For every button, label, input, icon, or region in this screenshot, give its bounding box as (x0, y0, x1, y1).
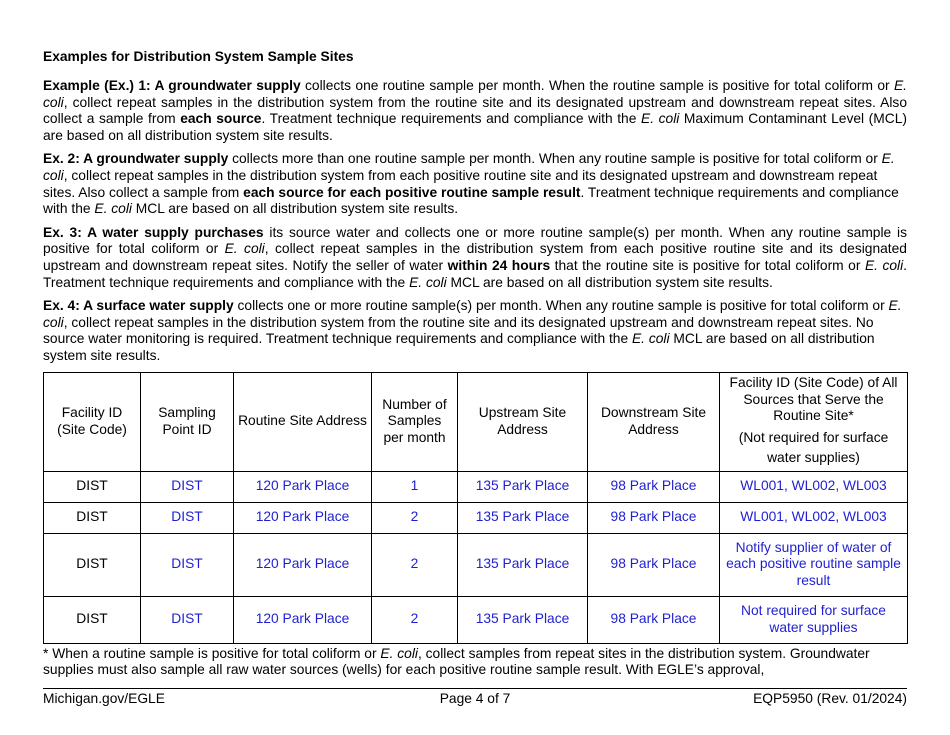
cell-upstream-address: 135 Park Place (458, 471, 588, 502)
footnote-text: * When a routine sample is positive for total coliform or (43, 645, 381, 661)
cell-downstream-address: 98 Park Place (588, 596, 720, 643)
cell-number-samples: 2 (372, 596, 458, 643)
cell-sampling-point: DIST (141, 502, 234, 533)
ecoli-term: E. coli (43, 298, 902, 330)
cell-sampling-point: DIST (141, 471, 234, 502)
col-header-source-facility (720, 372, 908, 471)
example-1-text: , collect repeat samples in the distribution system from the routine site and its designated upstream and downstream repeat sites. Also collect a sample from (43, 94, 907, 127)
col-header-sampling-point: Sampling Point ID (141, 372, 234, 471)
cell-number-samples: 1 (372, 471, 458, 502)
example-3-text: MCL are based on all distribution system site results. (446, 274, 773, 290)
example-1-text: Maximum Contaminant Level (MCL) are based on all distribution system site results. (43, 111, 907, 143)
footer-page-number: Page 4 of 7 (439, 691, 511, 706)
col-header-number-samples: Number of Samples per month (372, 372, 458, 471)
footer-website-link[interactable]: Michigan.gov/EGLE (43, 691, 165, 706)
cell-routine-address: 120 Park Place (234, 533, 372, 596)
example-3-emphasis: within 24 hours (447, 257, 551, 273)
cell-routine-address: 120 Park Place (234, 596, 372, 643)
footer-form-number: EQP5950 (Rev. 01/2024) (753, 691, 907, 706)
example-1 (43, 78, 907, 144)
example-3-text: , collect repeat samples in the distribution system from each positive routine site and its designated upstream and downstream repeat sites. Notify the seller of water (43, 241, 907, 273)
ecoli-term: E. coli (94, 201, 132, 217)
cell-source-facility: Notify supplier of water of each positive routine sample result (720, 533, 908, 596)
col-header-upstream-address: Upstream Site Address (458, 372, 588, 471)
sample-sites-table (43, 372, 908, 644)
cell-number-samples: 2 (372, 533, 458, 596)
example-3-text: its source water and collects one or more routine sample(s) per month. When any routine sample is positive for total coliform or (43, 224, 908, 257)
example-4-lead: Ex. 4: A surface water supply (43, 298, 234, 314)
example-4 (43, 298, 907, 364)
cell-facility-id: DIST (44, 502, 141, 533)
cell-upstream-address: 135 Park Place (458, 502, 588, 533)
example-2-text: MCL are based on all distribution system site results. (131, 201, 459, 217)
cell-facility-id: DIST (44, 596, 141, 643)
ecoli-term: E. coli (224, 241, 265, 257)
cell-source-facility: Not required for surface water supplies (720, 596, 908, 643)
page-footer (43, 688, 907, 709)
col-header-downstream-address: Downstream Site Address (588, 372, 720, 471)
example-4-text: , collect repeat samples in the distribution system from the routine site and its designated upstream and downstream repeat sites. No source water monitoring is required. Treatment technique requirements and compliance with the (43, 314, 874, 347)
table-row (44, 533, 908, 596)
cell-number-samples: 2 (372, 502, 458, 533)
example-4-text: MCL are based on all distribution system site results. (43, 331, 875, 363)
cell-upstream-address: 135 Park Place (458, 533, 588, 596)
ecoli-term: E. coli (43, 151, 895, 183)
source-facility-header-text: Facility ID (Site Code) of All Sources that Serve the Routine Site* (729, 375, 898, 424)
example-2-lead: Ex. 2: A groundwater supply (43, 151, 229, 167)
example-2-text: , collect repeat samples in the distribution system from each positive routine site and its designated upstream and downstream repeat sites. Also collect a sample from (43, 167, 878, 200)
cell-source-facility: WL001, WL002, WL003 (720, 502, 908, 533)
example-2-text: collects more than one routine sample per month. When any routine sample is positive for total coliform or (228, 151, 882, 167)
cell-downstream-address: 98 Park Place (588, 533, 720, 596)
example-2-text: . Treatment technique requirements and compliance with the (43, 184, 899, 217)
example-3-lead: Ex. 3: A water supply purchases (43, 224, 264, 240)
source-facility-header-note: (Not required for surface water supplies) (738, 429, 889, 465)
table-footnote (43, 646, 907, 679)
cell-sampling-point: DIST (141, 596, 234, 643)
table-header-row (44, 372, 908, 471)
example-1-text: collects one routine sample per month. When the routine sample is positive for total coliform or (300, 78, 894, 93)
cell-source-facility: WL001, WL002, WL003 (720, 471, 908, 502)
footnote-text: , collect samples from repeat sites in the distribution system. Groundwater supplies must also sample all raw water sources (wells) for each positive routine sample result. With EGLE’s approval, (43, 645, 870, 678)
cell-downstream-address: 98 Park Place (588, 471, 720, 502)
ecoli-term: E. coli (43, 78, 907, 110)
cell-facility-id: DIST (44, 533, 141, 596)
example-3-text: . Treatment technique requirements and compliance with the (43, 257, 908, 290)
cell-facility-id: DIST (44, 471, 141, 502)
cell-routine-address: 120 Park Place (234, 471, 372, 502)
example-4-text: collects one or more routine sample(s) per month. When any routine sample is positive for total coliform or (233, 298, 889, 314)
col-header-facility-id: Facility ID (Site Code) (44, 372, 141, 471)
ecoli-term: E. coli (380, 645, 418, 661)
table-row (44, 596, 908, 643)
cell-upstream-address: 135 Park Place (458, 596, 588, 643)
page-heading: Examples for Distribution System Sample Sites (43, 49, 354, 64)
example-3-text: that the routine site is positive for total coliform or (550, 257, 865, 273)
example-3 (43, 225, 907, 291)
ecoli-term: E. coli (631, 331, 670, 347)
cell-routine-address: 120 Park Place (234, 502, 372, 533)
ecoli-term: E. coli (409, 274, 447, 290)
cell-sampling-point: DIST (141, 533, 234, 596)
document-page (43, 48, 907, 679)
example-1-lead: Example (Ex.) 1: A groundwater supply (43, 78, 301, 93)
example-1-emphasis: each source (180, 111, 262, 127)
example-2 (43, 151, 907, 217)
table-row (44, 502, 908, 533)
example-1-text: . Treatment technique requirements and compliance with the (261, 111, 641, 127)
example-2-emphasis: each source for each positive routine sample result (243, 184, 581, 200)
ecoli-term: E. coli (641, 111, 680, 127)
table-row (44, 471, 908, 502)
col-header-routine-address: Routine Site Address (234, 372, 372, 471)
cell-downstream-address: 98 Park Place (588, 502, 720, 533)
ecoli-term: E. coli (864, 257, 904, 273)
